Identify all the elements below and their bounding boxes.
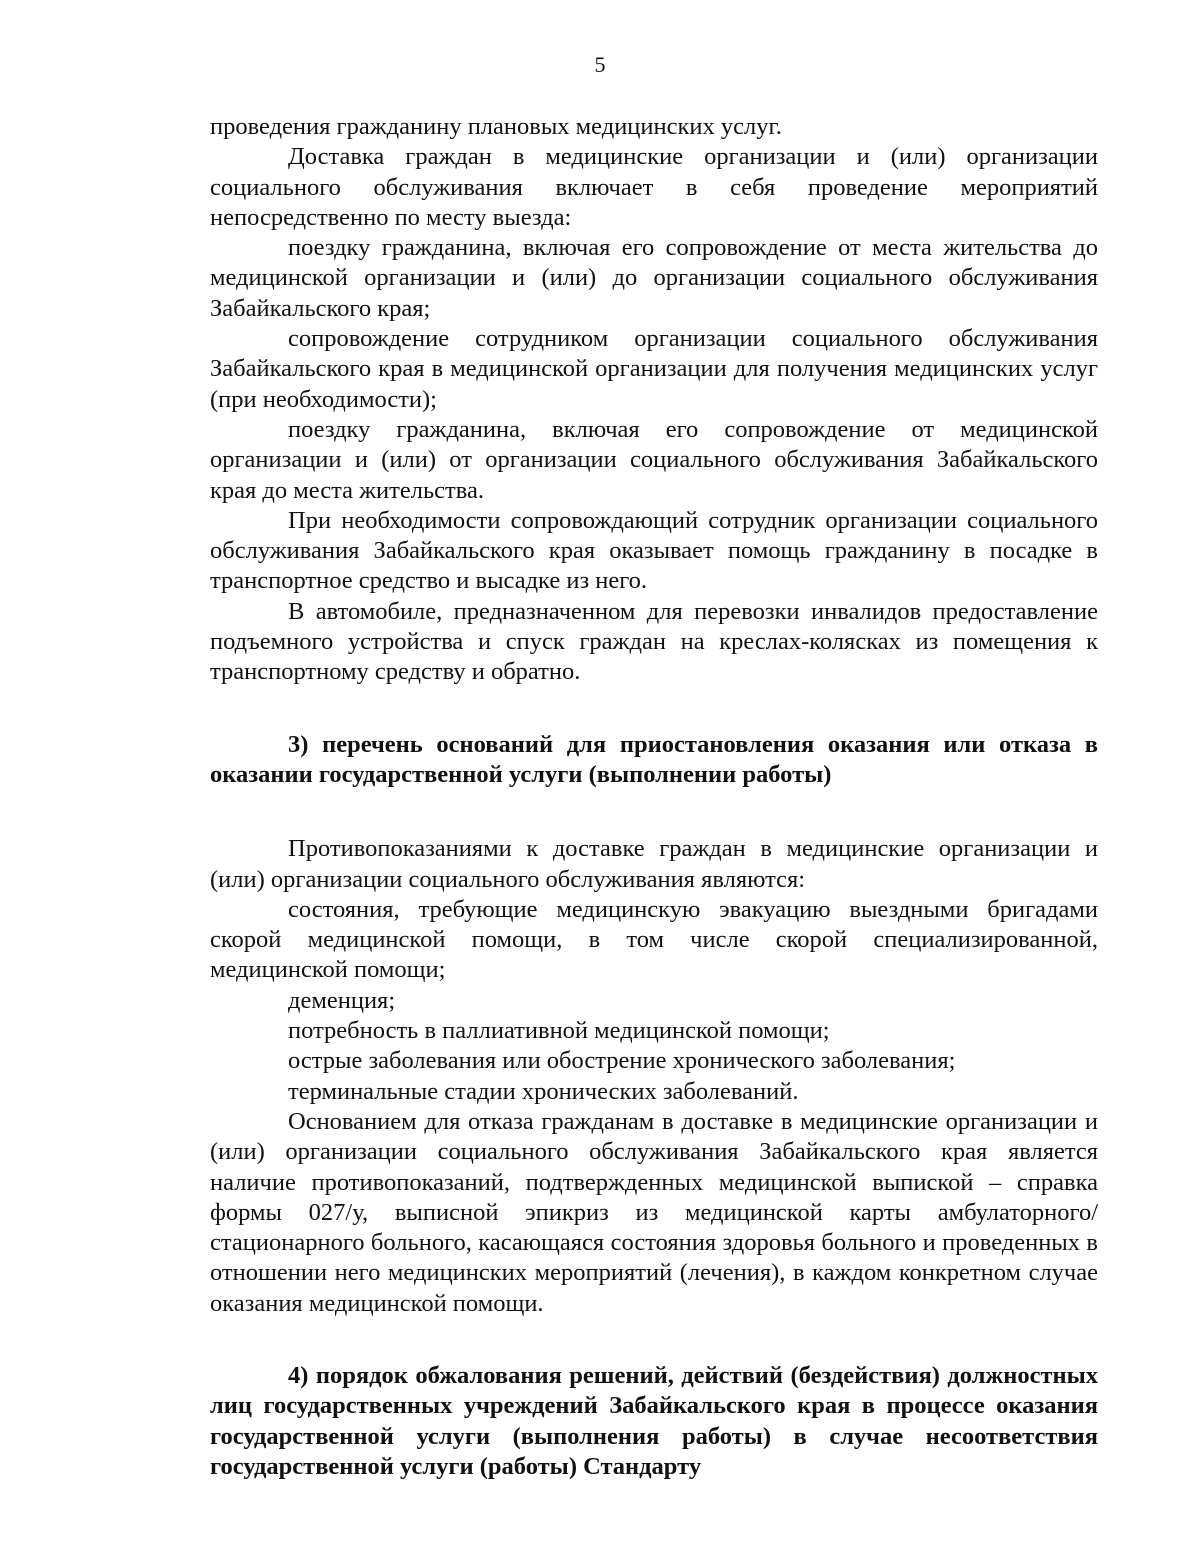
paragraph: Противопоказаниями к доставке граждан в медицинские организации и (или) организации социального обслуживания являются: (210, 835, 1098, 893)
paragraph: В автомобиле, предназначенном для перевозки инвалидов предоставление подъемного устройства и спуск граждан на креслах-колясках из помещения к транспортному средству и обратно. (210, 597, 1098, 686)
list-item: потребность в паллиативной медицинской помощи; (288, 1017, 830, 1045)
document-body (210, 112, 1098, 1482)
section-heading-3: 3) перечень оснований для приостановления оказания или отказа в оказании государственной услуги (выполнении работы) (210, 730, 1098, 788)
list-item: деменция; (288, 986, 396, 1014)
paragraph: При необходимости сопровождающий сотрудник организации социального обслуживания Забайкальского края оказывает помощь гражданину в посадке в транспортное средство и высадке из него. (210, 506, 1098, 595)
paragraph: состояния, требующие медицинскую эвакуацию выездными бригадами скорой медицинской помощи, в том числе скорой специализированной, медицинской помощи; (210, 895, 1098, 984)
paragraph: поездку гражданина, включая его сопровождение от медицинской организации и (или) от организации социального обслуживания Забайкальского края до места жительства. (210, 415, 1098, 504)
paragraph: Основанием для отказа гражданам в доставке в медицинские организации и (или) организации социального обслуживания Забайкальского края является наличие противопоказаний, подтвержденных медицинской выпиской – справка формы 027/у, выписной эпикриз из медицинской карты амбулаторного/стационарного больного, касающаяся состояния здоровья больного и проведенных в отношении него медицинских мероприятий (лечения), в каждом конкретном случае оказания медицинской помощи. (210, 1107, 1098, 1317)
paragraph: проведения гражданину плановых медицинских услуг. (210, 113, 782, 140)
list-item: терминальные стадии хронических заболеваний. (288, 1077, 799, 1105)
page-number: 5 (594, 52, 606, 77)
section-heading-4: 4) порядок обжалования решений, действий (бездействия) должностных лиц государственных учреждений Забайкальского края в процессе оказания государственной услуги (выполнения работы) в случае несоответствия государственной услуги (работы) Стандарту (210, 1361, 1098, 1480)
list-item: острые заболевания или обострение хронического заболевания; (288, 1047, 956, 1075)
paragraph: сопровождение сотрудником организации социального обслуживания Забайкальского края в медицинской организации для получения медицинских услуг (при необходимости); (210, 325, 1098, 413)
paragraph: Доставка граждан в медицинские организации и (или) организации социального обслуживания включает в себя проведение мероприятий непосредственно по месту выезда: (210, 143, 1098, 231)
paragraph: поездку гражданина, включая его сопровождение от места жительства до медицинской организации и (или) до организации социального обслуживания Забайкальского края; (210, 234, 1098, 322)
